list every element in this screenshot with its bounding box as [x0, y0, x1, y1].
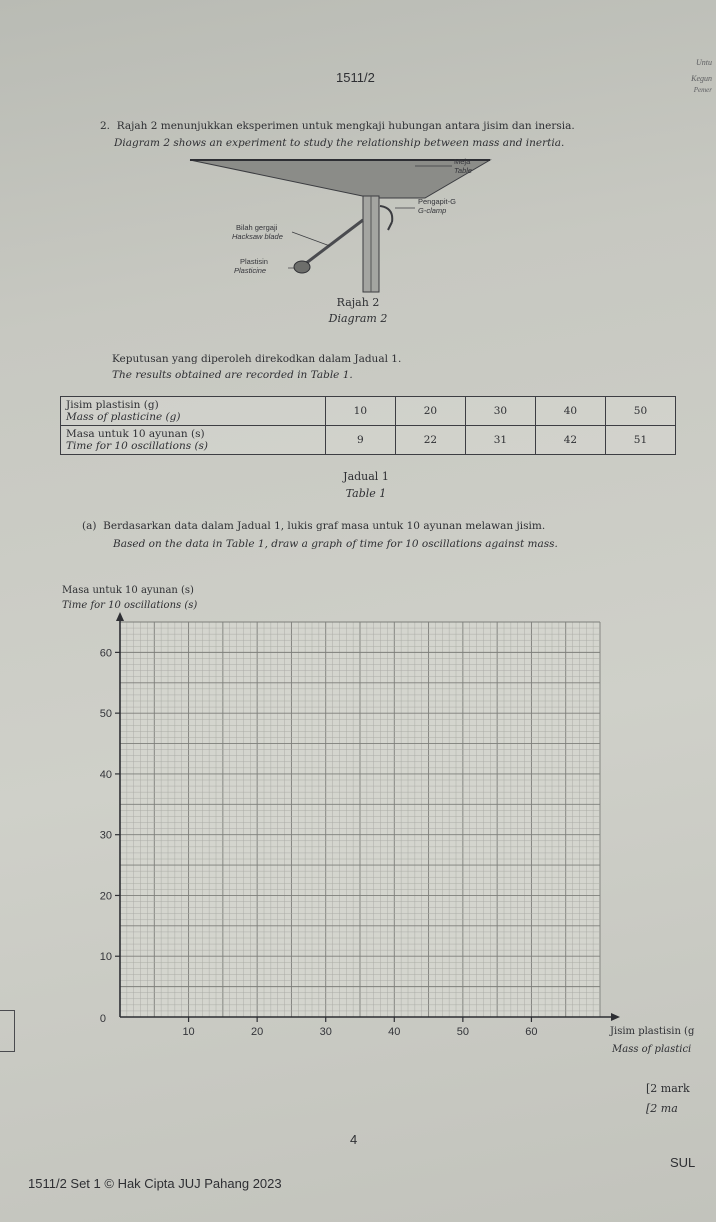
table-cell: 20: [395, 397, 465, 426]
table-cell: 31: [465, 426, 535, 455]
x-tick-label: 60: [525, 1026, 538, 1038]
table-row-mass: [61, 397, 676, 426]
part-a-text-en: Based on the data in Table 1, draw a graph of time for 10 oscillations against mass.: [113, 538, 558, 550]
marks-en: [2 mark: [646, 1082, 690, 1095]
x-axis-label-ms: Jisim plastisin (g: [610, 1026, 695, 1037]
corner-text-2: Kegun: [691, 74, 712, 83]
margin-box: [0, 1010, 15, 1052]
table-caption-en: Table 1: [345, 487, 387, 500]
x-tick-label: 30: [319, 1026, 332, 1038]
origin-label: 0: [99, 1013, 106, 1025]
label-table-en: Table: [454, 166, 473, 175]
x-tick-label: 50: [456, 1026, 469, 1038]
y-tick-label: 30: [99, 829, 112, 842]
x-tick-label: 40: [388, 1026, 401, 1038]
marks-ms: [2 ma: [646, 1102, 678, 1115]
plasticine-lump: [294, 261, 310, 273]
x-tick-label: 10: [182, 1026, 195, 1038]
y-axis-arrow: [116, 612, 124, 621]
experiment-diagram: [60, 150, 660, 310]
y-tick-label: 50: [99, 708, 112, 721]
y-tick-label: 10: [99, 951, 112, 964]
diagram-caption-ms: Rajah 2: [336, 296, 380, 309]
question-text-en: Diagram 2 shows an experiment to study the relationship between mass and inertia.: [114, 137, 565, 149]
label-plasticine-ms: Plastisin: [240, 257, 268, 266]
question-text-ms: 2. Rajah 2 menunjukkan eksperimen untuk mengkaji hubungan antara jisim dan inersia.: [100, 120, 575, 132]
table-row-time: [61, 426, 676, 455]
part-a-text-ms: (a) Berdasarkan data dalam Jadual 1, lukis graf masa untuk 10 ayunan melawan jisim.: [82, 520, 546, 532]
table-cell: 51: [605, 426, 675, 455]
y-axis-label-en: Time for 10 oscillations (s): [62, 600, 198, 611]
table-cell: 30: [465, 397, 535, 426]
table-cell: 42: [535, 426, 605, 455]
x-axis-arrow: [611, 1013, 620, 1021]
results-text-ms: Keputusan yang diperoleh direkodkan dalam Jadual 1.: [112, 353, 402, 365]
x-axis-label-en: Mass of plastici: [612, 1044, 692, 1055]
table-cell: 22: [395, 426, 465, 455]
results-table: [60, 396, 676, 455]
table-caption-ms: Jadual 1: [343, 470, 389, 483]
graph-area[interactable]: [90, 612, 620, 1042]
page-number: 4: [350, 1132, 358, 1147]
label-blade-ms: Bilah gergaji: [236, 223, 278, 232]
table-cell: 40: [535, 397, 605, 426]
g-clamp-shape: [380, 206, 392, 222]
table-cell: 50: [605, 397, 675, 426]
label-blade-en: Hacksaw blade: [232, 232, 283, 241]
corner-text-1: Untu: [696, 58, 712, 67]
hacksaw-blade: [305, 220, 363, 264]
corner-text-3: Pemer: [693, 86, 712, 94]
g-clamp-screw: [388, 222, 392, 230]
label-clamp-ms: Pengapit-G: [418, 197, 456, 206]
footer-copyright: 1511/2 Set 1 © Hak Cipta JUJ Pahang 2023: [28, 1176, 282, 1191]
table-row-mass-label: Jisim plastisin (g) Mass of plasticine (g): [61, 397, 326, 426]
table-row-time-label: Masa untuk 10 ayunan (s) Time for 10 oscillations (s): [61, 426, 326, 455]
table-cell: 10: [325, 397, 395, 426]
diagram-caption-en: Diagram 2: [328, 312, 388, 325]
y-tick-label: 20: [99, 890, 112, 903]
results-text-en: The results obtained are recorded in Table 1.: [112, 369, 353, 381]
y-tick-label: 40: [99, 768, 112, 781]
label-clamp-en: G-clamp: [418, 206, 447, 215]
label-table-ms: Meja: [454, 157, 471, 166]
paper-code: 1511/2: [336, 70, 375, 85]
footer-sul: SUL: [670, 1155, 696, 1170]
label-plasticine-en: Plasticine: [234, 266, 267, 275]
y-axis-label-ms: Masa untuk 10 ayunan (s): [62, 585, 194, 596]
x-tick-label: 20: [251, 1026, 264, 1038]
part-a-label: (a): [82, 520, 97, 532]
y-tick-label: 60: [99, 647, 112, 660]
question-number: 2.: [100, 120, 111, 132]
leader-blade: [292, 232, 330, 246]
table-cell: 9: [325, 426, 395, 455]
